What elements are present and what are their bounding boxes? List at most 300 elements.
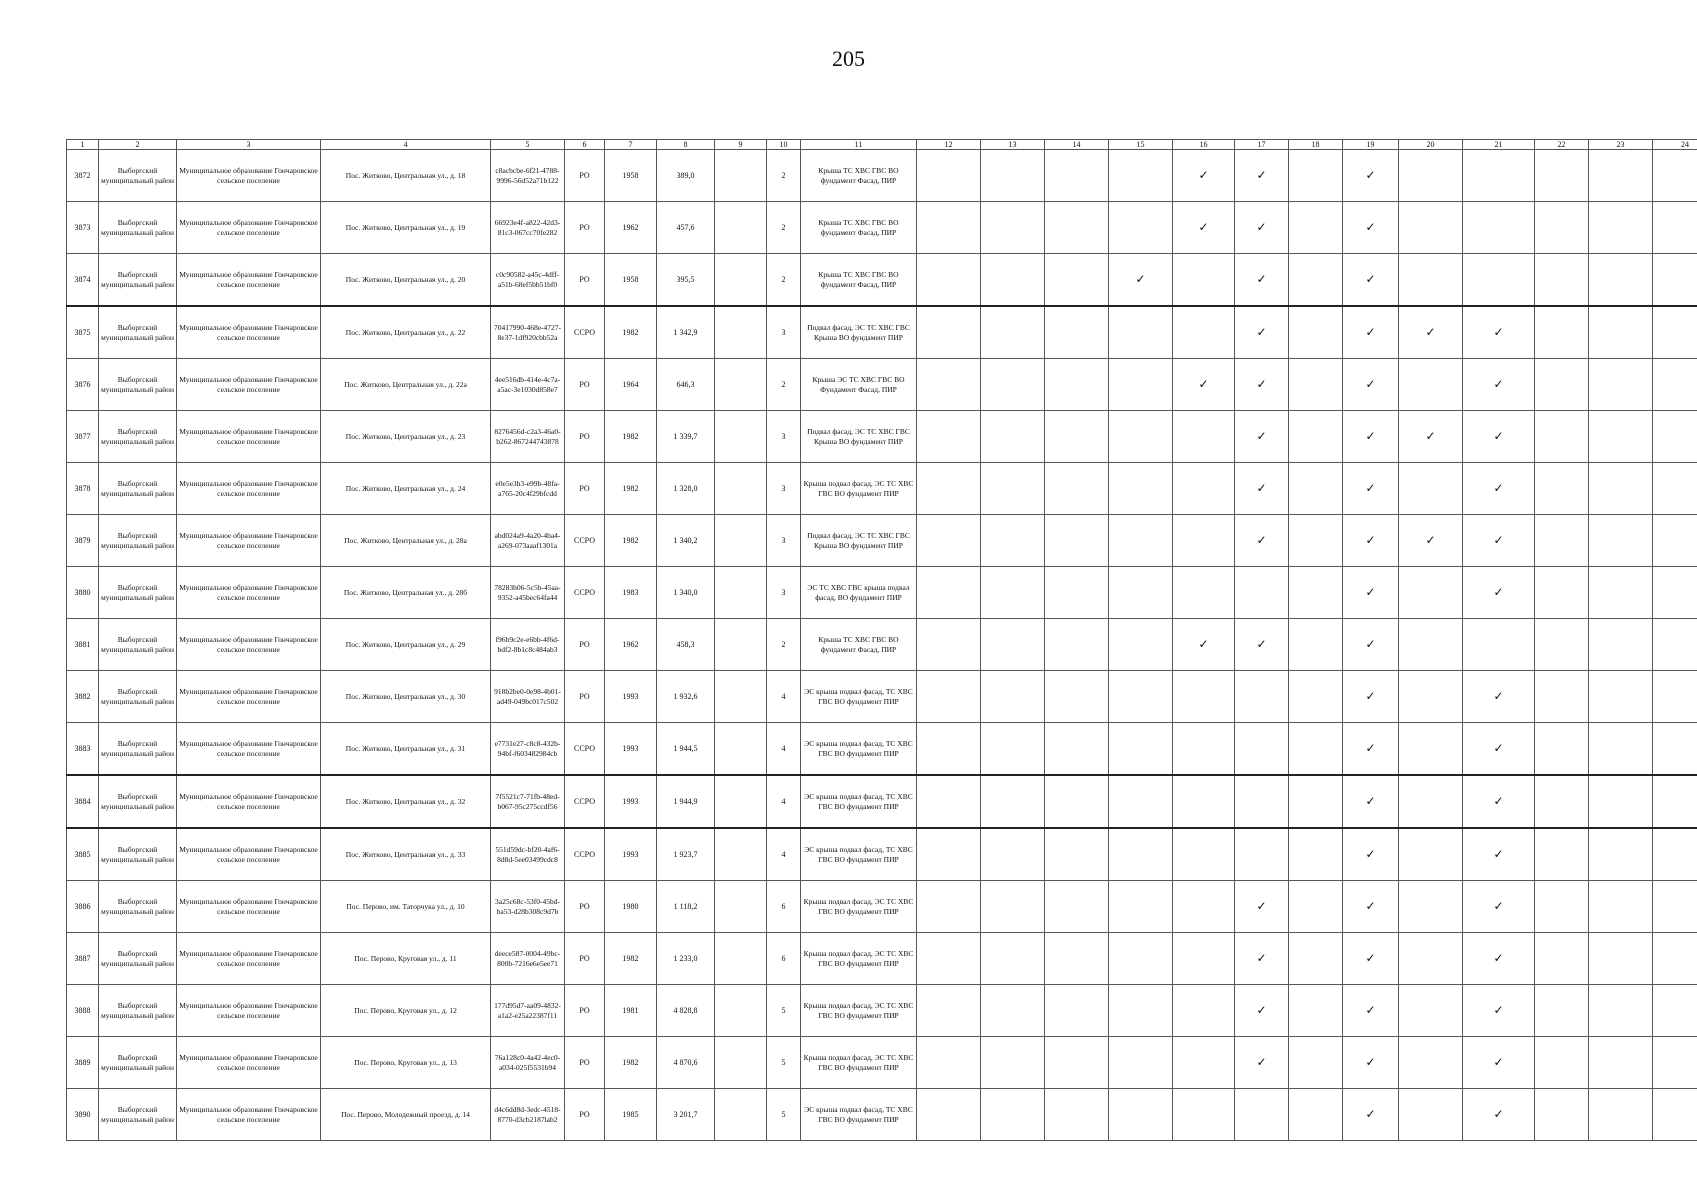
cell-works: ЭС крыша подвал фасад, ТС ХВС ГВС ВО фундамент ПИР bbox=[801, 775, 917, 828]
cell-col-16 bbox=[1173, 619, 1235, 671]
cell-col-14 bbox=[1045, 411, 1109, 463]
cell-col-23 bbox=[1589, 567, 1653, 619]
cell-col-14 bbox=[1045, 775, 1109, 828]
cell-year: 1982 bbox=[605, 515, 657, 567]
cell-col-19 bbox=[1343, 881, 1399, 933]
cell-col-18 bbox=[1289, 1089, 1343, 1141]
check-mark-icon: ✓ bbox=[1493, 950, 1504, 965]
check-mark-icon: ✓ bbox=[1256, 219, 1267, 234]
cell-col-19 bbox=[1343, 828, 1399, 881]
cell-col-23 bbox=[1589, 881, 1653, 933]
cell-col-18 bbox=[1289, 411, 1343, 463]
cell-col-18 bbox=[1289, 359, 1343, 411]
cell-col-12 bbox=[917, 463, 981, 515]
cell-col-24 bbox=[1653, 515, 1697, 567]
cell-col-22 bbox=[1535, 775, 1589, 828]
cell-col-16 bbox=[1173, 150, 1235, 202]
cell-district: Выборгский муниципальный район bbox=[99, 202, 177, 254]
cell-col-15 bbox=[1109, 515, 1173, 567]
cell-no: 3883 bbox=[67, 723, 99, 776]
column-header-14: 14 bbox=[1045, 140, 1109, 150]
cell-col-21 bbox=[1463, 671, 1535, 723]
cell-col-15 bbox=[1109, 411, 1173, 463]
check-mark-icon: ✓ bbox=[1365, 1002, 1376, 1017]
cell-guid: abd024a9-4a20-4ba4-a269-073aaaf1301a bbox=[491, 515, 565, 567]
cell-type: РО bbox=[565, 202, 605, 254]
check-mark-icon: ✓ bbox=[1365, 480, 1376, 495]
cell-col-23 bbox=[1589, 933, 1653, 985]
cell-col9 bbox=[715, 202, 767, 254]
column-header-13: 13 bbox=[981, 140, 1045, 150]
cell-col-19 bbox=[1343, 202, 1399, 254]
cell-col-21 bbox=[1463, 1037, 1535, 1089]
column-header-16: 16 bbox=[1173, 140, 1235, 150]
cell-col10: 2 bbox=[767, 619, 801, 671]
check-mark-icon: ✓ bbox=[1365, 324, 1376, 339]
cell-guid: e0e5e3b3-e99b-48fa-a765-20c4f29bfcdd bbox=[491, 463, 565, 515]
cell-col-20 bbox=[1399, 881, 1463, 933]
cell-year: 1962 bbox=[605, 202, 657, 254]
cell-no: 3881 bbox=[67, 619, 99, 671]
cell-col-16 bbox=[1173, 723, 1235, 776]
column-header-24: 24 bbox=[1653, 140, 1697, 150]
cell-col-24 bbox=[1653, 881, 1697, 933]
cell-guid: deece587-0004-49bc-800b-7216e6e5ee71 bbox=[491, 933, 565, 985]
cell-col-14 bbox=[1045, 515, 1109, 567]
cell-area: 1 328,0 bbox=[657, 463, 715, 515]
cell-col-17 bbox=[1235, 619, 1289, 671]
cell-area: 1 923,7 bbox=[657, 828, 715, 881]
cell-municipality: Муниципальное образование Гончаровское сельское поселение bbox=[177, 1089, 321, 1141]
cell-col-21 bbox=[1463, 881, 1535, 933]
cell-address: Пос. Житково, Центральная ул., д. 32 bbox=[321, 775, 491, 828]
cell-col-23 bbox=[1589, 619, 1653, 671]
check-mark-icon: ✓ bbox=[1365, 688, 1376, 703]
cell-type: РО bbox=[565, 881, 605, 933]
cell-col-24 bbox=[1653, 463, 1697, 515]
cell-col-20 bbox=[1399, 463, 1463, 515]
cell-address: Пос. Житково, Центральная ул., д. 22а bbox=[321, 359, 491, 411]
cell-works: Крыша подвал фасад, ЭС ТС ХВС ГВС ВО фундамент ПИР bbox=[801, 463, 917, 515]
cell-col-22 bbox=[1535, 828, 1589, 881]
cell-col-21 bbox=[1463, 411, 1535, 463]
cell-col-18 bbox=[1289, 254, 1343, 307]
cell-type: РО bbox=[565, 619, 605, 671]
column-header-11: 11 bbox=[801, 140, 917, 150]
cell-no: 3878 bbox=[67, 463, 99, 515]
cell-municipality: Муниципальное образование Гончаровское сельское поселение bbox=[177, 619, 321, 671]
column-header-1: 1 bbox=[67, 140, 99, 150]
cell-works: ЭС крыша подвал фасад, ТС ХВС ГВС ВО фундамент ПИР bbox=[801, 723, 917, 776]
cell-col-21 bbox=[1463, 985, 1535, 1037]
cell-type: ССРО bbox=[565, 775, 605, 828]
cell-works: Подвал фасад, ЭС ТС ХВС ГВС Крыша ВО фундамент ПИР bbox=[801, 515, 917, 567]
cell-col-24 bbox=[1653, 933, 1697, 985]
cell-col10: 3 bbox=[767, 515, 801, 567]
cell-col-15 bbox=[1109, 1089, 1173, 1141]
table-row bbox=[67, 985, 1697, 1037]
cell-col-17 bbox=[1235, 411, 1289, 463]
cell-col-13 bbox=[981, 881, 1045, 933]
cell-col-21 bbox=[1463, 150, 1535, 202]
cell-col9 bbox=[715, 567, 767, 619]
cell-col-21 bbox=[1463, 619, 1535, 671]
cell-no: 3882 bbox=[67, 671, 99, 723]
cell-works: Подвал фасад, ЭС ТС ХВС ГВС Крыша ВО фундамент ПИР bbox=[801, 411, 917, 463]
cell-col-23 bbox=[1589, 202, 1653, 254]
cell-col-12 bbox=[917, 150, 981, 202]
cell-col10: 4 bbox=[767, 775, 801, 828]
cell-col-14 bbox=[1045, 150, 1109, 202]
check-mark-icon: ✓ bbox=[1493, 584, 1504, 599]
cell-district: Выборгский муниципальный район bbox=[99, 411, 177, 463]
cell-area: 395,5 bbox=[657, 254, 715, 307]
cell-type: РО bbox=[565, 463, 605, 515]
check-mark-icon: ✓ bbox=[1135, 271, 1146, 286]
cell-col-16 bbox=[1173, 515, 1235, 567]
cell-guid: 78283b06-5c5b-45aa-9352-a45bec64fa44 bbox=[491, 567, 565, 619]
cell-address: Пос. Житково, Центральная ул., д. 22 bbox=[321, 306, 491, 359]
cell-col-14 bbox=[1045, 567, 1109, 619]
cell-col9 bbox=[715, 671, 767, 723]
column-header-7: 7 bbox=[605, 140, 657, 150]
cell-type: ССРО bbox=[565, 723, 605, 776]
check-mark-icon: ✓ bbox=[1493, 1054, 1504, 1069]
cell-col-24 bbox=[1653, 411, 1697, 463]
cell-type: РО bbox=[565, 671, 605, 723]
cell-works: Крыша ЭС ТС ХВС ГВС ВО Фундамент Фасад, ПИР bbox=[801, 359, 917, 411]
cell-area: 1 944,9 bbox=[657, 775, 715, 828]
cell-col-24 bbox=[1653, 306, 1697, 359]
cell-col-14 bbox=[1045, 723, 1109, 776]
cell-col10: 5 bbox=[767, 1037, 801, 1089]
cell-year: 1981 bbox=[605, 985, 657, 1037]
cell-no: 3877 bbox=[67, 411, 99, 463]
cell-col-22 bbox=[1535, 515, 1589, 567]
cell-col-20 bbox=[1399, 306, 1463, 359]
cell-works: Крыша подвал фасад, ЭС ТС ХВС ГВС ВО фундамент ПИР bbox=[801, 985, 917, 1037]
cell-col-12 bbox=[917, 1037, 981, 1089]
cell-col-22 bbox=[1535, 881, 1589, 933]
cell-year: 1982 bbox=[605, 306, 657, 359]
cell-col10: 2 bbox=[767, 150, 801, 202]
cell-col9 bbox=[715, 359, 767, 411]
cell-year: 1985 bbox=[605, 1089, 657, 1141]
cell-guid: e7731e27-c8c8-432b-94bf-f603482984cb bbox=[491, 723, 565, 776]
cell-col9 bbox=[715, 985, 767, 1037]
cell-guid: 70417990-468e-4727-8e37-1df920cbb52a bbox=[491, 306, 565, 359]
cell-col-14 bbox=[1045, 671, 1109, 723]
column-header-20: 20 bbox=[1399, 140, 1463, 150]
cell-col10: 3 bbox=[767, 411, 801, 463]
cell-area: 4 870,6 bbox=[657, 1037, 715, 1089]
cell-col-18 bbox=[1289, 828, 1343, 881]
cell-no: 3873 bbox=[67, 202, 99, 254]
cell-col-12 bbox=[917, 619, 981, 671]
table-row bbox=[67, 1089, 1697, 1141]
cell-col-22 bbox=[1535, 933, 1589, 985]
cell-col-22 bbox=[1535, 985, 1589, 1037]
cell-municipality: Муниципальное образование Гончаровское сельское поселение bbox=[177, 828, 321, 881]
cell-col-23 bbox=[1589, 254, 1653, 307]
cell-col-24 bbox=[1653, 150, 1697, 202]
cell-district: Выборгский муниципальный район bbox=[99, 671, 177, 723]
cell-col-19 bbox=[1343, 463, 1399, 515]
cell-col-15 bbox=[1109, 619, 1173, 671]
cell-col-16 bbox=[1173, 254, 1235, 307]
cell-col-14 bbox=[1045, 1037, 1109, 1089]
cell-col-21 bbox=[1463, 202, 1535, 254]
cell-col-13 bbox=[981, 254, 1045, 307]
cell-col-16 bbox=[1173, 202, 1235, 254]
cell-year: 1993 bbox=[605, 828, 657, 881]
column-header-12: 12 bbox=[917, 140, 981, 150]
check-mark-icon: ✓ bbox=[1493, 376, 1504, 391]
cell-no: 3889 bbox=[67, 1037, 99, 1089]
cell-col-18 bbox=[1289, 202, 1343, 254]
cell-col-22 bbox=[1535, 306, 1589, 359]
check-mark-icon: ✓ bbox=[1198, 167, 1209, 182]
cell-works: Подвал фасад, ЭС ТС ХВС ГВС Крыша ВО фундамент ПИР bbox=[801, 306, 917, 359]
cell-col-16 bbox=[1173, 306, 1235, 359]
cell-col9 bbox=[715, 881, 767, 933]
check-mark-icon: ✓ bbox=[1493, 1002, 1504, 1017]
cell-district: Выборгский муниципальный район bbox=[99, 150, 177, 202]
cell-col9 bbox=[715, 463, 767, 515]
cell-col-24 bbox=[1653, 1089, 1697, 1141]
cell-municipality: Муниципальное образование Гончаровское сельское поселение bbox=[177, 150, 321, 202]
cell-municipality: Муниципальное образование Гончаровское сельское поселение bbox=[177, 411, 321, 463]
check-mark-icon: ✓ bbox=[1493, 846, 1504, 861]
check-mark-icon: ✓ bbox=[1365, 950, 1376, 965]
cell-col-20 bbox=[1399, 775, 1463, 828]
cell-col-22 bbox=[1535, 1037, 1589, 1089]
cell-col-20 bbox=[1399, 671, 1463, 723]
cell-works: Крыша ТС ХВС ГВС ВО фундамент Фасад, ПИР bbox=[801, 150, 917, 202]
cell-col9 bbox=[715, 254, 767, 307]
cell-col-19 bbox=[1343, 150, 1399, 202]
cell-col-13 bbox=[981, 567, 1045, 619]
check-mark-icon: ✓ bbox=[1493, 428, 1504, 443]
column-number-row bbox=[67, 140, 1697, 150]
cell-no: 3879 bbox=[67, 515, 99, 567]
cell-district: Выборгский муниципальный район bbox=[99, 1089, 177, 1141]
cell-col-12 bbox=[917, 671, 981, 723]
cell-col-23 bbox=[1589, 828, 1653, 881]
cell-col-14 bbox=[1045, 881, 1109, 933]
cell-col10: 6 bbox=[767, 881, 801, 933]
cell-col-15 bbox=[1109, 985, 1173, 1037]
cell-col-20 bbox=[1399, 1089, 1463, 1141]
check-mark-icon: ✓ bbox=[1365, 793, 1376, 808]
cell-guid: 3a25c68c-53f0-45bd-ba53-d28b308c9d7b bbox=[491, 881, 565, 933]
cell-col-19 bbox=[1343, 306, 1399, 359]
cell-col-19 bbox=[1343, 671, 1399, 723]
cell-col-12 bbox=[917, 567, 981, 619]
cell-col-13 bbox=[981, 619, 1045, 671]
cell-col-16 bbox=[1173, 359, 1235, 411]
cell-col-19 bbox=[1343, 619, 1399, 671]
cell-col-16 bbox=[1173, 828, 1235, 881]
cell-col10: 3 bbox=[767, 567, 801, 619]
cell-col-23 bbox=[1589, 150, 1653, 202]
cell-col-15 bbox=[1109, 306, 1173, 359]
cell-col-13 bbox=[981, 723, 1045, 776]
cell-type: РО bbox=[565, 1089, 605, 1141]
cell-col-19 bbox=[1343, 985, 1399, 1037]
cell-col10: 6 bbox=[767, 933, 801, 985]
cell-col-14 bbox=[1045, 254, 1109, 307]
cell-col-18 bbox=[1289, 723, 1343, 776]
cell-col10: 5 bbox=[767, 1089, 801, 1141]
table-row bbox=[67, 671, 1697, 723]
cell-address: Пос. Житково, Центральная ул., д. 19 bbox=[321, 202, 491, 254]
column-header-2: 2 bbox=[99, 140, 177, 150]
cell-guid: 177d95d7-aa09-4832-a1a2-e25a22387f11 bbox=[491, 985, 565, 1037]
cell-col-23 bbox=[1589, 985, 1653, 1037]
cell-col-21 bbox=[1463, 828, 1535, 881]
cell-col-20 bbox=[1399, 567, 1463, 619]
cell-type: ССРО bbox=[565, 306, 605, 359]
cell-col-18 bbox=[1289, 463, 1343, 515]
cell-col-15 bbox=[1109, 933, 1173, 985]
cell-col-20 bbox=[1399, 150, 1463, 202]
cell-col-12 bbox=[917, 202, 981, 254]
cell-col9 bbox=[715, 933, 767, 985]
cell-no: 3880 bbox=[67, 567, 99, 619]
column-header-15: 15 bbox=[1109, 140, 1173, 150]
cell-col-20 bbox=[1399, 202, 1463, 254]
cell-municipality: Муниципальное образование Гончаровское сельское поселение bbox=[177, 985, 321, 1037]
cell-works: Крыша ТС ХВС ГВС ВО фундамент Фасад, ПИР bbox=[801, 254, 917, 307]
cell-year: 1983 bbox=[605, 567, 657, 619]
cell-col-19 bbox=[1343, 567, 1399, 619]
cell-district: Выборгский муниципальный район bbox=[99, 463, 177, 515]
cell-col-24 bbox=[1653, 359, 1697, 411]
cell-col-19 bbox=[1343, 775, 1399, 828]
cell-col-22 bbox=[1535, 567, 1589, 619]
cell-col-20 bbox=[1399, 411, 1463, 463]
cell-address: Пос. Житково, Центральная ул., д. 31 bbox=[321, 723, 491, 776]
cell-col-17 bbox=[1235, 723, 1289, 776]
cell-col-16 bbox=[1173, 775, 1235, 828]
cell-area: 1 342,9 bbox=[657, 306, 715, 359]
cell-municipality: Муниципальное образование Гончаровское сельское поселение bbox=[177, 567, 321, 619]
cell-municipality: Муниципальное образование Гончаровское сельское поселение bbox=[177, 775, 321, 828]
cell-col-23 bbox=[1589, 775, 1653, 828]
cell-col-15 bbox=[1109, 254, 1173, 307]
cell-col-22 bbox=[1535, 411, 1589, 463]
cell-type: ССРО bbox=[565, 567, 605, 619]
check-mark-icon: ✓ bbox=[1425, 532, 1436, 547]
cell-col-17 bbox=[1235, 254, 1289, 307]
cell-col9 bbox=[715, 1089, 767, 1141]
cell-col-14 bbox=[1045, 985, 1109, 1037]
cell-col-23 bbox=[1589, 411, 1653, 463]
cell-col-17 bbox=[1235, 881, 1289, 933]
cell-col-20 bbox=[1399, 1037, 1463, 1089]
check-mark-icon: ✓ bbox=[1256, 167, 1267, 182]
cell-col-17 bbox=[1235, 933, 1289, 985]
check-mark-icon: ✓ bbox=[1493, 898, 1504, 913]
cell-guid: 8276456d-c2a3-46a0-b262-867244743878 bbox=[491, 411, 565, 463]
column-header-22: 22 bbox=[1535, 140, 1589, 150]
cell-col-19 bbox=[1343, 723, 1399, 776]
cell-col-19 bbox=[1343, 411, 1399, 463]
cell-col-13 bbox=[981, 1037, 1045, 1089]
cell-col-22 bbox=[1535, 202, 1589, 254]
cell-year: 1993 bbox=[605, 775, 657, 828]
cell-col-21 bbox=[1463, 359, 1535, 411]
table-row bbox=[67, 619, 1697, 671]
table-row bbox=[67, 254, 1697, 307]
cell-col-12 bbox=[917, 775, 981, 828]
cell-no: 3875 bbox=[67, 306, 99, 359]
cell-col-20 bbox=[1399, 254, 1463, 307]
cell-col-12 bbox=[917, 933, 981, 985]
cell-year: 1962 bbox=[605, 619, 657, 671]
cell-col-23 bbox=[1589, 723, 1653, 776]
cell-col-12 bbox=[917, 723, 981, 776]
cell-col-20 bbox=[1399, 359, 1463, 411]
cell-col-21 bbox=[1463, 723, 1535, 776]
cell-col-22 bbox=[1535, 723, 1589, 776]
cell-col-15 bbox=[1109, 881, 1173, 933]
housing-registry-table bbox=[66, 139, 1697, 1141]
check-mark-icon: ✓ bbox=[1256, 636, 1267, 651]
cell-col-13 bbox=[981, 671, 1045, 723]
cell-year: 1980 bbox=[605, 881, 657, 933]
cell-col-13 bbox=[981, 1089, 1045, 1141]
table-row bbox=[67, 881, 1697, 933]
cell-type: РО bbox=[565, 933, 605, 985]
cell-col-13 bbox=[981, 463, 1045, 515]
cell-col-20 bbox=[1399, 985, 1463, 1037]
check-mark-icon: ✓ bbox=[1493, 688, 1504, 703]
cell-guid: 551d59dc-bf20-4af6-8d8d-5ee03499cdc8 bbox=[491, 828, 565, 881]
cell-col-18 bbox=[1289, 515, 1343, 567]
column-header-21: 21 bbox=[1463, 140, 1535, 150]
cell-area: 457,6 bbox=[657, 202, 715, 254]
check-mark-icon: ✓ bbox=[1425, 324, 1436, 339]
cell-col-19 bbox=[1343, 254, 1399, 307]
cell-year: 1958 bbox=[605, 150, 657, 202]
cell-type: ССРО bbox=[565, 515, 605, 567]
cell-district: Выборгский муниципальный район bbox=[99, 828, 177, 881]
cell-guid: 918b2be0-0e98-4b01-ad49-049bc017c502 bbox=[491, 671, 565, 723]
cell-works: ЭС крыша подвал фасад, ТС ХВС ГВС ВО фундамент ПИР bbox=[801, 1089, 917, 1141]
cell-guid: c8acbcbe-6f21-4788-9996-56d52a71b122 bbox=[491, 150, 565, 202]
cell-no: 3885 bbox=[67, 828, 99, 881]
check-mark-icon: ✓ bbox=[1256, 898, 1267, 913]
cell-col-24 bbox=[1653, 985, 1697, 1037]
cell-municipality: Муниципальное образование Гончаровское сельское поселение bbox=[177, 933, 321, 985]
cell-col-22 bbox=[1535, 463, 1589, 515]
cell-col9 bbox=[715, 775, 767, 828]
cell-municipality: Муниципальное образование Гончаровское сельское поселение bbox=[177, 254, 321, 307]
cell-col-21 bbox=[1463, 515, 1535, 567]
cell-address: Пос. Перово, Круговая ул., д. 12 bbox=[321, 985, 491, 1037]
cell-col-13 bbox=[981, 150, 1045, 202]
table-row bbox=[67, 567, 1697, 619]
cell-municipality: Муниципальное образование Гончаровское сельское поселение bbox=[177, 671, 321, 723]
cell-municipality: Муниципальное образование Гончаровское сельское поселение bbox=[177, 202, 321, 254]
table-row bbox=[67, 723, 1697, 776]
check-mark-icon: ✓ bbox=[1365, 532, 1376, 547]
check-mark-icon: ✓ bbox=[1365, 219, 1376, 234]
cell-no: 3874 bbox=[67, 254, 99, 307]
column-header-17: 17 bbox=[1235, 140, 1289, 150]
